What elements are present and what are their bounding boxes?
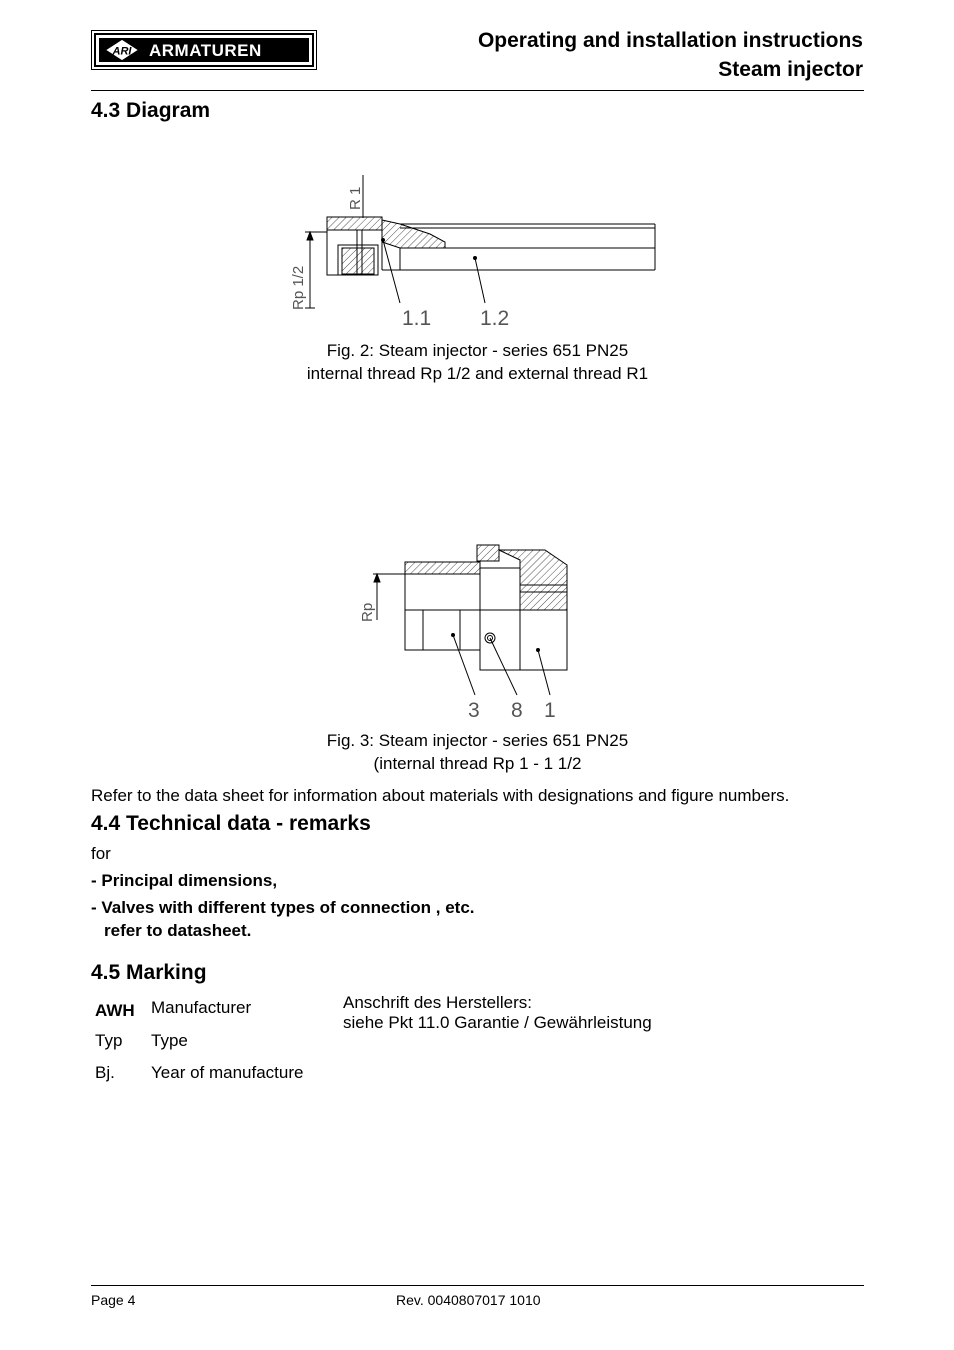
address-line-2: siehe Pkt 11.0 Garantie / Gewährleistung xyxy=(343,1013,652,1032)
revision-number: Rev. 0040807017 1010 xyxy=(396,1292,541,1308)
remark-item-2: - Valves with different types of connection , etc. xyxy=(91,898,475,917)
ari-armaturen-logo xyxy=(91,30,317,70)
fig2-label-rp12: Rp 1/2 xyxy=(290,265,307,310)
fig2-label-r1: R 1 xyxy=(347,186,364,210)
fig2-label-1-1: 1.1 xyxy=(402,307,432,330)
address-line-1: Anschrift des Herstellers: xyxy=(343,993,532,1012)
fig2-caption-line-1: Fig. 2: Steam injector - series 651 PN25 xyxy=(326,341,629,360)
heading-diagram: 4.3 Diagram xyxy=(91,99,211,122)
document-title xyxy=(478,26,863,84)
footer-divider xyxy=(91,1285,864,1286)
fig3-label-8: 8 xyxy=(511,699,523,722)
fig2-caption-line-2: internal thread Rp 1/2 and external thread R1 xyxy=(306,364,649,383)
fig3-label-rp: Rp xyxy=(359,602,376,622)
figure-2-caption xyxy=(91,339,864,385)
fig3-caption-line-1: Fig. 3: Steam injector - series 651 PN25 xyxy=(326,731,629,750)
title-line-2: Steam injector xyxy=(718,58,863,81)
marking-label-type: Type xyxy=(151,1031,188,1050)
fig3-label-3: 3 xyxy=(468,699,480,722)
figure-3-drawing xyxy=(345,540,585,725)
materials-note: Refer to the data sheet for information about materials with designations and figure numbers. xyxy=(91,786,790,805)
manufacturer-address xyxy=(343,993,652,1033)
svg-text:ARMATUREN: ARMATUREN xyxy=(149,41,262,60)
fig3-caption-line-2: (internal thread Rp 1 - 1 1/2 xyxy=(373,754,582,773)
fig2-label-1-2: 1.2 xyxy=(480,307,510,330)
marking-code-awh: AWH xyxy=(95,1001,135,1020)
marking-label-manufacturer: Manufacturer xyxy=(151,998,252,1017)
heading-marking: 4.5 Marking xyxy=(91,961,207,984)
fig3-label-1: 1 xyxy=(544,699,556,722)
header-divider xyxy=(91,90,864,91)
marking-code-bj: Bj. xyxy=(95,1063,115,1082)
title-line-1: Operating and installation instructions xyxy=(477,29,863,52)
heading-technical-data: 4.4 Technical data - remarks xyxy=(91,812,371,835)
marking-label-year: Year of manufacture xyxy=(151,1063,304,1082)
svg-text:ARI: ARI xyxy=(112,45,132,58)
page-number: Page 4 xyxy=(91,1292,136,1308)
remark-item-1: - Principal dimensions, xyxy=(91,871,278,890)
marking-code-typ: Typ xyxy=(95,1031,123,1050)
figure-2-drawing xyxy=(280,170,670,330)
for-text: for xyxy=(91,844,111,863)
remark-item-2-continuation: refer to datasheet. xyxy=(104,921,252,940)
figure-3-caption xyxy=(91,729,864,775)
